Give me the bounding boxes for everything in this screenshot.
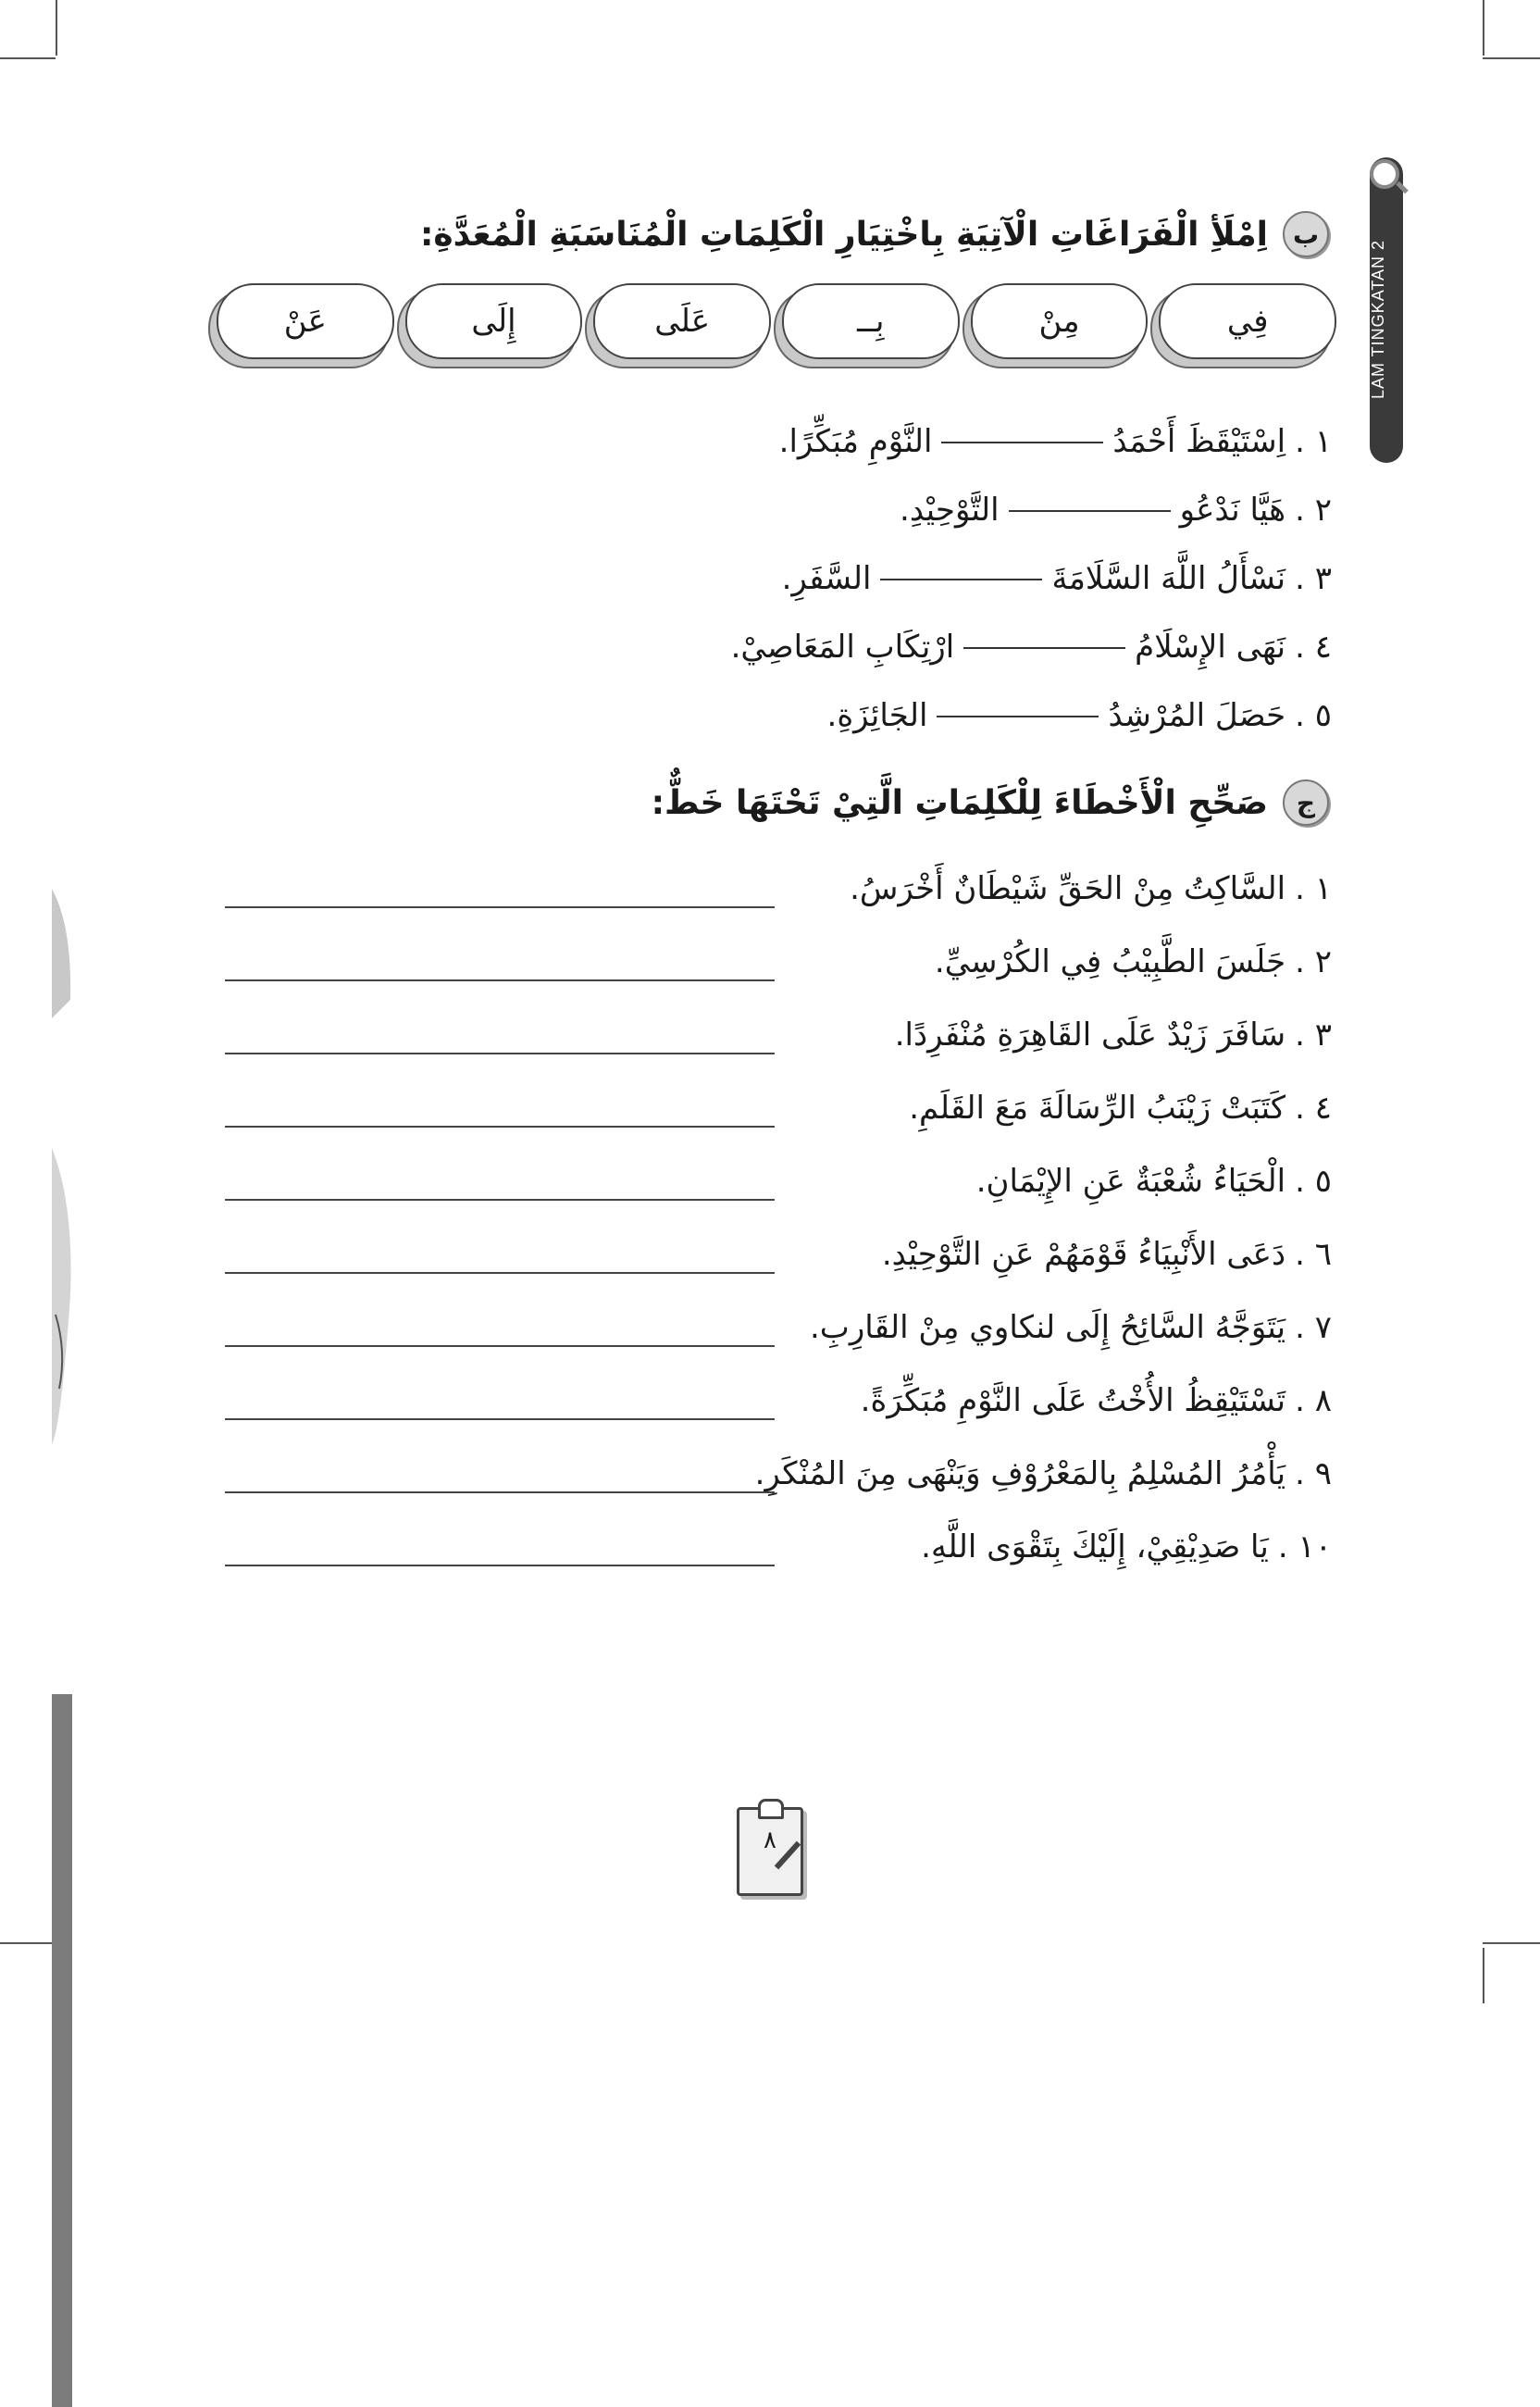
answer-line[interactable]	[225, 1272, 775, 1274]
fill-in-list	[731, 407, 1332, 750]
answer-line[interactable]	[225, 979, 775, 981]
crop-mark	[1483, 57, 1540, 59]
crop-mark	[0, 1942, 56, 1944]
sentence-end: التَّوْحِيْدِ.	[900, 492, 1000, 529]
page-number: ٨	[764, 1827, 776, 1854]
answer-line[interactable]	[225, 1565, 775, 1566]
item-number: ٦ .	[1295, 1235, 1332, 1273]
section-c-instruction: صَحِّحِ الْأَخْطَاءَ لِلْكَلِمَاتِ الَّتِيْ تَحْتَهَا خَطٌّ:	[651, 783, 1268, 822]
crop-mark	[1483, 1942, 1540, 1944]
list-item	[212, 852, 1332, 925]
list-item	[731, 407, 1332, 476]
list-item	[212, 1217, 1332, 1291]
item-number: ٩ .	[1295, 1454, 1332, 1492]
crop-mark	[1483, 0, 1484, 56]
sentence-text: السَّاكِتُ مِنْ الحَقِّ شَيْطَانٌ أَخْرَسُ.	[850, 869, 1286, 907]
left-swirl-decoration	[52, 870, 72, 1685]
item-number: ٣ .	[1295, 1016, 1332, 1054]
sentence-text: تَسْتَيْقِظُ الأُخْتُ عَلَى النَّوْمِ مُبَكِّرَةً.	[860, 1381, 1286, 1419]
item-number: ٢ .	[1295, 492, 1332, 529]
item-number: ١ .	[1295, 423, 1332, 460]
sentence-start: هَيَّا نَدْعُو	[1179, 492, 1286, 529]
item-number: ١ .	[1295, 869, 1332, 907]
sentence-text: سَافَرَ زَيْدٌ عَلَى القَاهِرَةِ مُنْفَرِدًا.	[894, 1016, 1286, 1054]
word-option: إِلَى	[405, 283, 583, 359]
list-item	[731, 681, 1332, 750]
sentence-text: الْحَيَاءُ شُعْبَةٌ عَنِ الإِيْمَانِ.	[975, 1162, 1286, 1200]
sentence-text: يَتَوَجَّهُ السَّائِحُ إِلَى لنكاوي مِنْ القَارِبِ.	[810, 1308, 1286, 1346]
answer-line[interactable]	[225, 1491, 775, 1493]
left-decoration	[52, 870, 72, 1842]
sentence-text: جَلَسَ الطَّبِيْبُ فِي الكُرْسِيِّ.	[934, 942, 1286, 980]
list-item	[212, 1144, 1332, 1217]
item-number: ١٠ .	[1277, 1528, 1332, 1565]
answer-blank[interactable]	[941, 441, 1103, 443]
list-item	[212, 1291, 1332, 1364]
section-c-heading	[652, 779, 1329, 826]
magnifier-icon	[1370, 159, 1399, 189]
sentence-text: دَعَى الأَنْبِيَاءُ قَوْمَهُمْ عَنِ التَّوْحِيْدِ.	[881, 1235, 1286, 1273]
item-number: ٢ .	[1295, 942, 1332, 980]
word-options	[217, 283, 1336, 367]
list-item	[212, 1071, 1332, 1144]
answer-line[interactable]	[225, 1053, 775, 1054]
answer-blank[interactable]	[1009, 509, 1171, 512]
item-number: ٥ .	[1295, 697, 1332, 734]
item-number: ٤ .	[1295, 629, 1332, 666]
crop-mark	[56, 0, 57, 56]
clip-icon	[758, 1799, 784, 1819]
answer-line[interactable]	[225, 1345, 775, 1347]
crop-mark	[1483, 1948, 1484, 2003]
side-tab-label: LAM TINGKATAN 2	[1369, 239, 1387, 400]
sentence-start: حَصَلَ المُرْشِدُ	[1108, 697, 1286, 734]
section-c-badge: ج	[1283, 779, 1329, 826]
word-option: عَنْ	[217, 283, 394, 359]
word-option: فِي	[1159, 283, 1336, 359]
item-number: ٣ .	[1295, 560, 1332, 597]
sentence-end: السَّفَرِ.	[781, 560, 872, 597]
list-item	[212, 998, 1332, 1071]
answer-blank[interactable]	[880, 578, 1042, 580]
sentence-start: نَسْأَلُ اللَّهَ السَّلَامَةَ	[1051, 560, 1286, 597]
sentence-end: الجَائِزَةِ.	[826, 697, 928, 734]
sentence-text: كَتَبَتْ زَيْنَبُ الرِّسَالَةَ مَعَ القَلَمِ.	[909, 1089, 1286, 1127]
answer-blank[interactable]	[937, 715, 1099, 717]
sentence-end: النَّوْمِ مُبَكِّرًا.	[778, 423, 933, 460]
item-number: ٥ .	[1295, 1162, 1332, 1200]
section-b-instruction: اِمْلَأِ الْفَرَاغَاتِ الْآتِيَةِ بِاخْتِيَارِ الْكَلِمَاتِ الْمُنَاسَبَةِ الْمُعَدَّةِ:	[420, 215, 1268, 254]
list-item	[731, 476, 1332, 544]
answer-line[interactable]	[225, 1126, 775, 1128]
sentence-text: يَأْمُرُ المُسْلِمُ بِالمَعْرُوْفِ وَيَنْهَى مِنَ المُنْكَرِ.	[754, 1454, 1286, 1492]
clipboard-icon	[737, 1807, 803, 1896]
list-item	[212, 1364, 1332, 1437]
list-item	[212, 1437, 1332, 1510]
word-option: بِــ	[782, 283, 960, 359]
sentence-start: اِسْتَيْقَظَ أَحْمَدُ	[1112, 423, 1286, 460]
item-number: ٧ .	[1295, 1308, 1332, 1346]
answer-line[interactable]	[225, 906, 775, 908]
section-b-badge: ب	[1283, 211, 1329, 257]
sentence-end: ارْتِكَابِ المَعَاصِيْ.	[730, 629, 955, 666]
sentence-start: نَهَى الإِسْلَامُ	[1135, 629, 1286, 666]
answer-line[interactable]	[225, 1199, 775, 1201]
answer-blank[interactable]	[963, 646, 1125, 649]
crop-mark	[0, 57, 56, 59]
left-gray-bar	[52, 1694, 72, 2407]
word-option: مِنْ	[971, 283, 1149, 359]
list-item	[731, 613, 1332, 681]
list-item	[731, 544, 1332, 613]
word-option: عَلَى	[593, 283, 771, 359]
item-number: ٨ .	[1295, 1381, 1332, 1419]
answer-line[interactable]	[225, 1418, 775, 1420]
section-b-heading	[420, 211, 1329, 257]
list-item	[212, 1510, 1332, 1583]
sentence-text: يَا صَدِيْقِيْ، إِلَيْكَ بِتَقْوَى اللَّهِ.	[921, 1528, 1269, 1565]
list-item	[212, 925, 1332, 998]
item-number: ٤ .	[1295, 1089, 1332, 1127]
correction-list	[212, 852, 1332, 1583]
